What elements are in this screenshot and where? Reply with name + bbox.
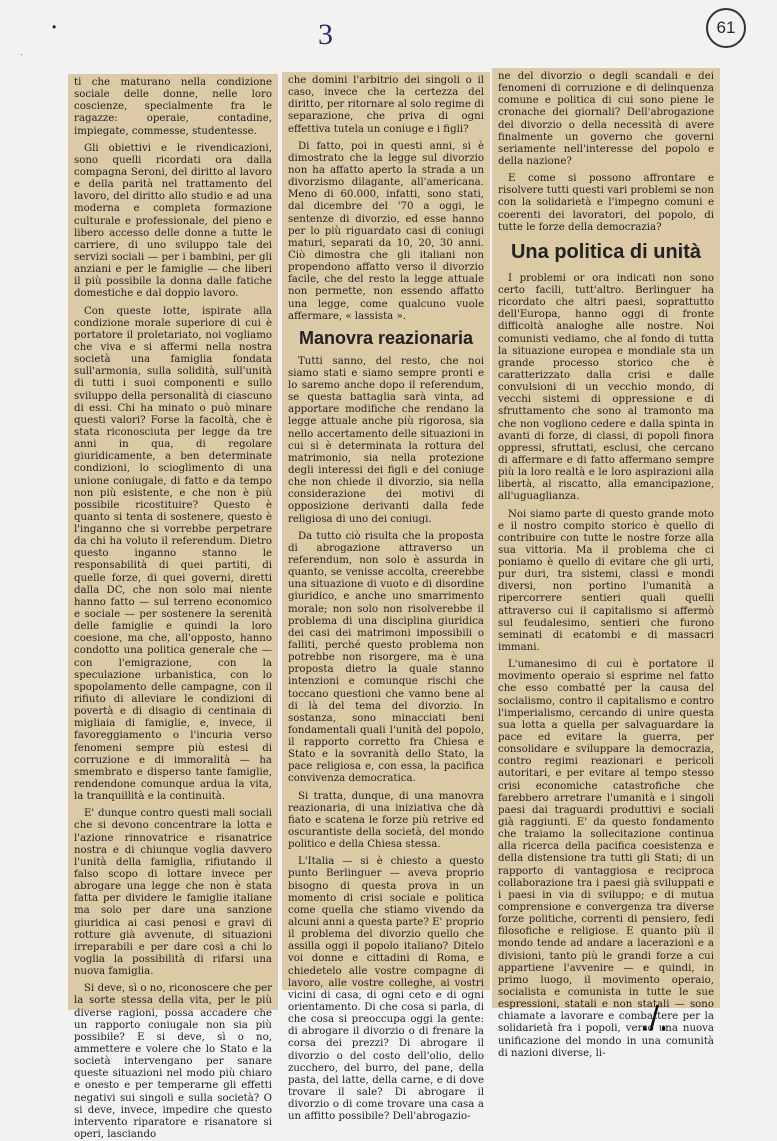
col2-subheading: Manovra reazionaria	[298, 327, 474, 348]
col2-paragraph: Da tutto ciò risulta che la proposta di abrogazione attraverso un referendum, non solo è assurda in quanto, se venisse accolta, creerebbe una situazione di vuoto e di disordine giuridico, e anche uno smarrimento morale; non solo non risolverebbe il problema di una disciplina giuridica dei casi dei matrimoni impossibili o falliti, perché questo problema non potrebbe non risorgere, ma è una proposta dietro la quale stanno intenzioni e comunque rischi che toccano questioni che vanno bene al di là del tema del divorzio. In sostanza, sono minacciati beni fondamentali quali l'unità del popolo, il rapporto corretto fra Chiesa e Stato e la sovranità dello Stato, la pace religiosa e, con essa, la pacifica convivenza democratica.	[288, 530, 484, 785]
col3-paragraph: E come si possono affrontare e risolvere tutti questi vari problemi se non con la solidarietà e l'impegno comuni e coerenti dei lavoratori, del popolo, di tutte le forze della democrazia?	[498, 173, 714, 233]
col1-paragraph: ti che maturano nella condizione sociale delle donne, nelle loro coscienze, specialmente fra le ragazze: operaie, contadine, impiegate, commesse, studentesse.	[74, 77, 272, 137]
circled-page-stamp: 61	[706, 8, 746, 48]
col1-paragraph: Con queste lotte, ispirate alla condizione morale superiore di cui è portatore il proletariato, noi vogliamo che viva e si affermi nella nostra società una famiglia fondata sull'armonia, sulla solidità, sull'unità di tutti i suoi componenti e sullo sviluppo della personalità di ciascuno di essi. Chi ha minato o può minare questi valori? Forse la facoltà, che è stata riconosciuta per legge da tre anni in qua, di regolare giuridicamente, a ben determinate condizioni, lo scioglimento di una unione coniugale, di fatto e da tempo non più esistente, e che non è più possibile ricostituire? Questo è quanto si tenta di sostenere, questo è l'inganno che si vorrebbe perpetrare da chi ha voluto il referendum. Dietro questo inganno stanno le responsabilità di quei partiti, di quelle forze, di quei governi, diretti dalla DC, che non solo mai niente hanno fatto — sul terreno economico e sociale — per sostenere la serenità delle famiglie e quindi la loro coesione, ma che, all'opposto, hanno condotto una politica generale che — con l'emigrazione, con la speculazione urbanistica, con lo spopolamento delle campagne, con il rifiuto di alleviare le condizioni di povertà e di disagio di centinaia di migliaia di famiglie, e, invece, il favoreggiamento o l'incuria verso fenomeni sempre più estesi di corruzione e di immoralità — ha smembrato e disperso tante famiglie, rendendone comunque ardua la vita, la tranquillità e la continuità.	[74, 305, 272, 803]
col2-paragraph: che domini l'arbitrio dei singoli o il caso, invece che la certezza del diritto, per ritornare al solo regime di separazione, che priva di ogni effettiva tutela un coniuge e i figli?	[288, 75, 484, 135]
col2-paragraph: L'Italia — si è chiesto a questo punto Berlinguer — aveva proprio bisogno di questa prova in un momento di crisi sociale e politica come quella che stiamo vivendo da alcuni anni a questa parte? E' proprio il problema del divorzio quello che assilla oggi il popolo italiano? Ditelo voi donne e cittadini di Roma, e chiedetelo alle vostre compagne di lavoro, alle vostre colleghe, ai vostri vicini di casa, di ogni ceto e di ogni orientamento. Di che cosa si parla, di che cosa si preoccupa oggi la gente: di abrogare il divorzio o di frenare la corsa dei prezzi? Di abrogare il divorzio o del costo dell'olio, dello zucchero, del burro, del pane, della pasta, del latte, della carne, e di dove trovare il sale? Di abrogare il divorzio o di come trovare una casa a un affitto possibile? Dell'abrogazio-	[288, 856, 484, 1123]
col3-paragraph: I problemi or ora indicati non sono certo facili, tutt'altro. Berlinguer ha ricordato che altri paesi, soprattutto dell'Europa, hanno oggi di fronte difficoltà analoghe alle nostre. Noi comunisti vediamo, che al fondo di tutta la situazione europea e mondiale sta un grande processo storico che è caratterizzato dalla crisi e dalle convulsioni di un vecchio mondo, di vecchi sistemi di oppressione e di sfruttamento che sono al tramonto ma che non vogliono cedere e dalla spinta in avanti di forze, di classi, di popoli finora oppressi, sfruttati, esclusi, che cercano di affermare e di fatto affermano sempre più la loro realtà e le loro aspirazioni alla libertà, al riscatto, alla emancipazione, all'uguaglianza.	[498, 272, 714, 503]
clipping-column-2	[282, 72, 490, 1123]
col1-paragraph: E' dunque contro questi mali sociali che si devono concentrare la lotta e l'azione rinnovatrice e risanatrice nostra e di chiunque voglia davvero l'unità della famiglia, rifiutando il falso scopo di lottare invece per abrogare una legge che non è stata fatta per dividere le famiglie italiane ma solo per dare una sanzione giuridica ai casi penosi e gravi di rotture già avvenute, di situazioni irreparabili e per dare così a chi lo voglia la possibilità di rifarsi una nuova famiglia.	[74, 808, 272, 978]
continuation-mark: ./.	[640, 1000, 669, 1038]
page-bullet-mark: •	[52, 20, 57, 34]
col3-paragraph: L'umanesimo di cui è portatore il movimento operaio si esprime nel fatto che esso combatté per la causa del socialismo, contro il capitalismo e contro l'imperialismo, cercando di unire questa sua lotta a quella per salvaguardare la pace ed evitare la guerra, per consolidare e sviluppare la democrazia, contro regimi reazionari e pericoli autoritari, e per evitare al tempo stesso crisi economiche catastrofiche che farebbero arretrare l'umanità e i singoli paesi dai traguardi produttivi e sociali già raggiunti. E' da questo fondamento che traiamo la sollecitazione continua alla ricerca della pacifica coesistenza e della distensione tra tutti gli Stati; di un rapporto di vantaggiosa e reciproca collaborazione tra i paesi già sviluppati e i paesi in via di sviluppo; e di mutua comprensione e convergenza tra diverse forze politiche, correnti di pensiero, fedi filosofiche e religiose. E quanto più il mondo tende ad andare a lacerazioni e a divisioni, tanto più le grandi forze a cui appartiene l'avvenire — e quindi, in primo luogo, il movimento operaio, socialista e comunista in tutte le sue espressioni, statali e non statali — sono chiamate a lavorare e combattere per la solidarietà fra i popoli, verso una nuova unificazione del mondo in una comunità di nazioni diverse, li-	[498, 659, 714, 1059]
page-corner-tick: `	[20, 53, 23, 63]
handwritten-page-number: 3	[318, 18, 333, 51]
col3-paragraph: Noi siamo parte di questo grande moto e il nostro compito storico è quello di contribuire con tutte le nostre forze alla sua vittoria. Ma il problema che ci poniamo è quello di evitare che gli urti, pur duri, tra sistemi, classi e mondi diversi, non portino l'umanità a ripercorrere sentieri quali quelli attraverso cui il capitalismo si affermò sul feudalesimo, sentieri che furono seminati di ecatombi e di massacri immani.	[498, 508, 714, 654]
col2-paragraph: Di fatto, poi in questi anni, si è dimostrato che la legge sul divorzio non ha affatto aperto la strada a un divorzismo dilagante, all'americana. Meno di 60.000, infatti, sono stati, dal dicembre del '70 a oggi, le sentenze di divorzio, ed esse hanno per lo più riguardato casi di coniugi maturi, separati da 10, 20, 30 anni. Ciò dimostra che gli italiani non propendono affatto verso il divorzio facile, che del resto la legge attuale non permette, non essendo affatto una legge, come qualcuno vuole affermare, « lassista ».	[288, 140, 484, 322]
col1-paragraph: Gli obiettivi e le rivendicazioni, sono quelli ricordati ora dalla compagna Seroni, del diritto al lavoro e della parità nel trattamento del lavoro, del diritto allo studio e ad una moderna e completa formazione culturale e professionale, del pieno e libero accesso delle donne a tutte le carriere, di uno sviluppo tale dei servizi sociali — per i bambini, per gli anziani e per le famiglie — che liberi il più possibile la donna dalle fatiche domestiche e dal doppio lavoro.	[74, 142, 272, 300]
col3-paragraph: ne del divorzio o degli scandali e dei fenomeni di corruzione e di delinquenza comune e politica di cui sono piene le cronache dei giornali? Dell'abrogazione del divorzio o della necessità di avere finalmente un governo che governi seriamente nell'interesse del popolo e della nazione?	[498, 71, 714, 167]
clipping-column-3	[492, 68, 720, 1059]
col1-paragraph: Si deve, sì o no, riconoscere che per la sorte stessa della vita, per le più diverse ragioni, possa accadere che un rapporto coniugale non sia più possibile? E si deve, sì o no, ammettere e volere che lo Stato e la società intervengano per sanare queste situazioni nel modo più chiaro e onesto e per temperarne gli effetti negativi sui singoli e sulla società? O si deve, invece, impedire che questo intervento riparatore e risanatore si operi, lasciando	[74, 983, 272, 1140]
col3-subheading: Una politica di unità	[510, 240, 701, 263]
col2-paragraph: Tutti sanno, del resto, che noi siamo stati e siamo sempre pronti e lo saremo anche dopo il referendum, se questa battaglia sarà vinta, ad apportare modifiche che rendano la legge attuale anche più rigorosa, sia nello accertamento delle situazioni in cui si è determinata la rottura del matrimonio, sia nella protezione degli interessi dei figli e del coniuge che non chiede il divorzio, sia nella considerazione dei motivi di opposizione derivanti dalla fede religiosa di uno dei coniugi.	[288, 355, 484, 525]
clipping-column-1	[68, 74, 278, 1140]
col2-paragraph: Si tratta, dunque, di una manovra reazionaria, di una iniziativa che dà fiato e scatena le forze più retrive ed oscurantiste della società, del mondo politico e della Chiesa stessa.	[288, 790, 484, 851]
